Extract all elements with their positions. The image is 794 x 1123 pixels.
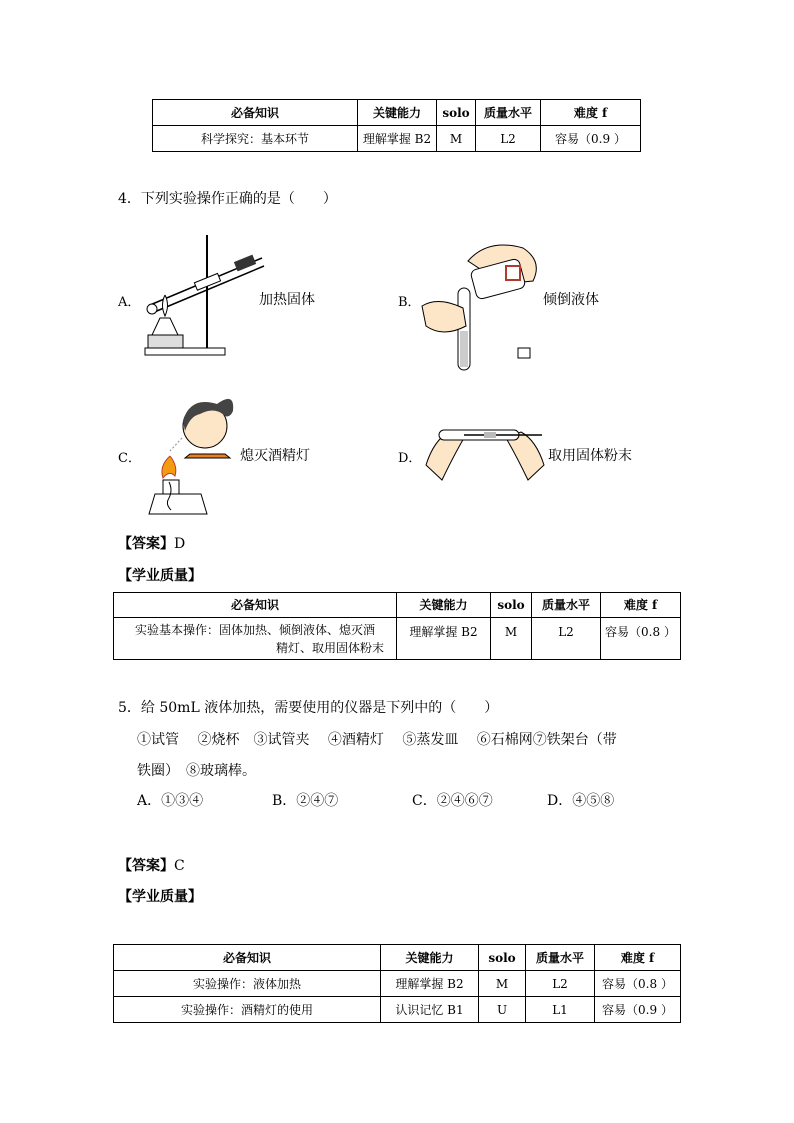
- question-5-items-line1: ①试管 ②烧杯 ③试管夹 ④酒精灯 ⑤蒸发皿 ⑥石棉网⑦铁架台（带: [137, 732, 617, 748]
- answer-tag: 【答案】: [118, 858, 174, 874]
- cell-difficulty: 容易（0.8 ）: [601, 618, 681, 660]
- question-5-items-line2: 铁圈） ⑧玻璃棒。: [137, 763, 256, 779]
- question-4-stem: 4．下列实验操作正确的是（ ）: [118, 191, 337, 207]
- header-ability: 关键能力: [381, 945, 479, 971]
- header-ability: 关键能力: [358, 100, 437, 126]
- choice-d: D．④⑤⑧: [547, 793, 615, 809]
- cell-knowledge-line1: 实验基本操作：固体加热、倾倒液体、熄灭酒: [134, 622, 375, 637]
- header-knowledge: 必备知识: [114, 945, 381, 971]
- quality-tag: 【学业质量】: [118, 889, 202, 905]
- quality-table-2: [113, 592, 681, 660]
- cell-quality-level: L2: [532, 618, 601, 660]
- cell-difficulty: 容易（0.8 ）: [595, 971, 681, 997]
- header-quality-level: 质量水平: [526, 945, 595, 971]
- cell-solo: M: [491, 618, 532, 660]
- quality-table-3: [113, 944, 681, 1023]
- option-d-caption: 取用固体粉末: [548, 448, 632, 464]
- cell-difficulty: 容易（0.9 ）: [595, 997, 681, 1023]
- option-b-caption: 倾倒液体: [543, 292, 599, 308]
- pouring-liquid-illustration: [418, 236, 558, 370]
- option-b-label: B．: [398, 295, 421, 310]
- answer-tag: 【答案】: [118, 536, 174, 552]
- answer-value: C: [174, 858, 185, 874]
- question-5-stem: 5．给 50mL 液体加热，需要使用的仪器是下列中的（ ）: [118, 700, 499, 716]
- quality-table-1: [152, 99, 641, 152]
- cell-knowledge: 实验操作：酒精灯的使用: [114, 997, 381, 1023]
- q4-quality-tag: [118, 565, 202, 585]
- header-quality-level: 质量水平: [532, 593, 601, 618]
- cell-solo: U: [479, 997, 526, 1023]
- cell-ability: 理解掌握 B2: [358, 126, 437, 152]
- heating-solid-illustration: [140, 230, 270, 358]
- header-knowledge: 必备知识: [114, 593, 397, 618]
- header-difficulty: 难度 f: [541, 100, 641, 126]
- option-d-label: D．: [398, 451, 422, 466]
- cell-knowledge: 科学探究：基本环节: [153, 126, 358, 152]
- cell-solo: M: [437, 126, 476, 152]
- choice-a: A．①③④: [137, 793, 204, 809]
- q5-quality-tag: [118, 886, 202, 906]
- option-c-label: C．: [118, 451, 141, 466]
- choice-b: B．②④⑦: [272, 793, 339, 809]
- q5-answer: [118, 855, 185, 875]
- quality-tag: 【学业质量】: [118, 568, 202, 584]
- header-quality-level: 质量水平: [476, 100, 541, 126]
- cell-quality-level: L2: [526, 971, 595, 997]
- q4-answer: [118, 533, 185, 553]
- header-solo: solo: [491, 593, 532, 618]
- take-powder-illustration: [424, 420, 546, 482]
- option-a-caption: 加热固体: [259, 292, 315, 308]
- option-c-caption: 熄灭酒精灯: [240, 448, 310, 464]
- cell-ability: 理解掌握 B2: [381, 971, 479, 997]
- cell-knowledge: 实验操作：液体加热: [114, 971, 381, 997]
- cell-quality-level: L2: [476, 126, 541, 152]
- header-solo: solo: [437, 100, 476, 126]
- header-difficulty: 难度 f: [595, 945, 681, 971]
- cell-ability: 认识记忆 B1: [381, 997, 479, 1023]
- header-knowledge: 必备知识: [153, 100, 358, 126]
- table-row: [114, 971, 681, 997]
- header-solo: solo: [479, 945, 526, 971]
- cell-ability: 理解掌握 B2: [397, 618, 491, 660]
- cell-solo: M: [479, 971, 526, 997]
- cell-difficulty: 容易（0.9 ）: [541, 126, 641, 152]
- table-row: [114, 997, 681, 1023]
- answer-value: D: [174, 536, 186, 552]
- cell-knowledge: [114, 618, 397, 660]
- cell-quality-level: L1: [526, 997, 595, 1023]
- cell-knowledge-line2: 精灯、取用固体粉末: [275, 640, 384, 655]
- extinguish-lamp-illustration: [145, 386, 240, 522]
- header-difficulty: 难度 f: [601, 593, 681, 618]
- option-a-label: A．: [118, 295, 141, 310]
- choice-c: C．②④⑥⑦: [412, 793, 493, 809]
- header-ability: 关键能力: [397, 593, 491, 618]
